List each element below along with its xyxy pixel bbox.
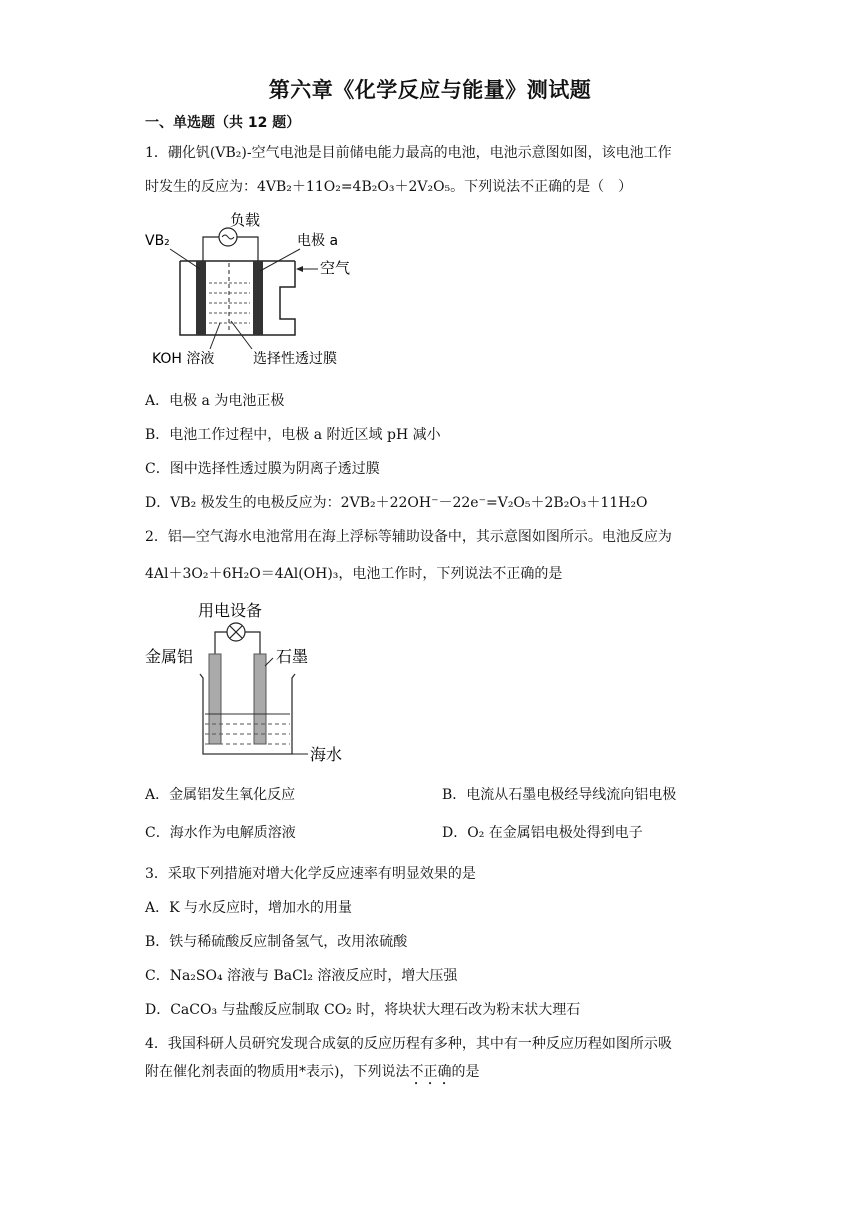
seawater-label: 海水 xyxy=(310,745,343,764)
q2-option-a: A．金属铝发生氧化反应 xyxy=(145,787,296,803)
graphite-label: 石墨 xyxy=(276,647,309,666)
q4-stem-text-c: 的是 xyxy=(451,1064,480,1080)
q1-option-a: A．电极 a 为电池正极 xyxy=(145,393,285,409)
q2-option-b: B．电流从石墨电极经导线流向铝电极 xyxy=(442,787,677,803)
q1-battery-diagram xyxy=(140,203,365,373)
q1-stem-line-2: 时发生的反应为：4VB₂＋11O₂=4B₂O₃＋2V₂O₅。下列说法不正确的是（ ） xyxy=(145,179,633,195)
q2-option-d: D．O₂ 在金属铝电极处得到电子 xyxy=(442,825,643,841)
q4-emphasis-text: 不正确 xyxy=(409,1064,452,1080)
q1-option-d: D．VB₂ 极发生的电极反应为：2VB₂＋22OH⁻－22e⁻=V₂O₅＋2B₂O₃＋11H₂O xyxy=(145,495,648,511)
electrode-a-label: 电极 a xyxy=(297,233,339,249)
q1-option-b: B．电池工作过程中，电极 a 附近区域 pH 减小 xyxy=(145,427,441,443)
page-title: 第六章《化学反应与能量》测试题 xyxy=(268,78,592,102)
q4-stem-line-1: 4．我国科研人员研究发现合成氨的反应历程有多种，其中有一种反应历程如图所示吸 xyxy=(145,1036,672,1052)
q3-option-c: C．Na₂SO₄ 溶液与 BaCl₂ 溶液反应时，增大压强 xyxy=(145,968,458,984)
q3-stem: 3．采取下列措施对增大化学反应速率有明显效果的是 xyxy=(145,866,476,882)
q4-stem-line-2 xyxy=(145,1061,479,1088)
q2-stem-line-1: 2．铝—空气海水电池常用在海上浮标等辅助设备中，其示意图如图所示。电池反应为 xyxy=(145,529,672,545)
load-label: 负载 xyxy=(230,211,261,229)
aluminum-electrode xyxy=(209,654,221,744)
q3-option-d: D．CaCO₃ 与盐酸反应制取 CO₂ 时，将块状大理石改为粉末状大理石 xyxy=(145,1002,581,1018)
q2-seawater-battery-diagram xyxy=(140,596,365,771)
section-heading: 一、单选题（共 12 题） xyxy=(145,115,301,131)
graphite-electrode xyxy=(254,654,266,744)
vb2-electrode xyxy=(196,261,206,335)
vb2-label: VB₂ xyxy=(145,233,170,249)
q3-option-a: A．K 与水反应时，增加水的用量 xyxy=(145,900,353,916)
aluminum-label: 金属铝 xyxy=(145,647,194,666)
air-label: 空气 xyxy=(320,259,351,277)
q4-stem-text-a: 附在催化剂表面的物质用*表示)，下列说法 xyxy=(145,1064,410,1080)
q2-option-c: C．海水作为电解质溶液 xyxy=(145,825,296,841)
q1-stem-line-1: 1．硼化钒(VB₂)-空气电池是目前储电能力最高的电池，电池示意图如图，该电池工作 xyxy=(145,145,672,161)
q2-stem-line-2: 4Al＋3O₂＋6H₂O＝4Al(OH)₃，电池工作时，下列说法不正确的是 xyxy=(145,566,563,582)
q3-option-b: B．铁与稀硫酸反应制备氢气，改用浓硫酸 xyxy=(145,934,408,950)
electrode-a xyxy=(253,261,263,335)
device-label: 用电设备 xyxy=(198,601,263,620)
membrane-label: 选择性透过膜 xyxy=(253,351,337,367)
q1-option-c: C．图中选择性透过膜为阴离子透过膜 xyxy=(145,461,380,477)
koh-label: KOH 溶液 xyxy=(152,351,215,367)
